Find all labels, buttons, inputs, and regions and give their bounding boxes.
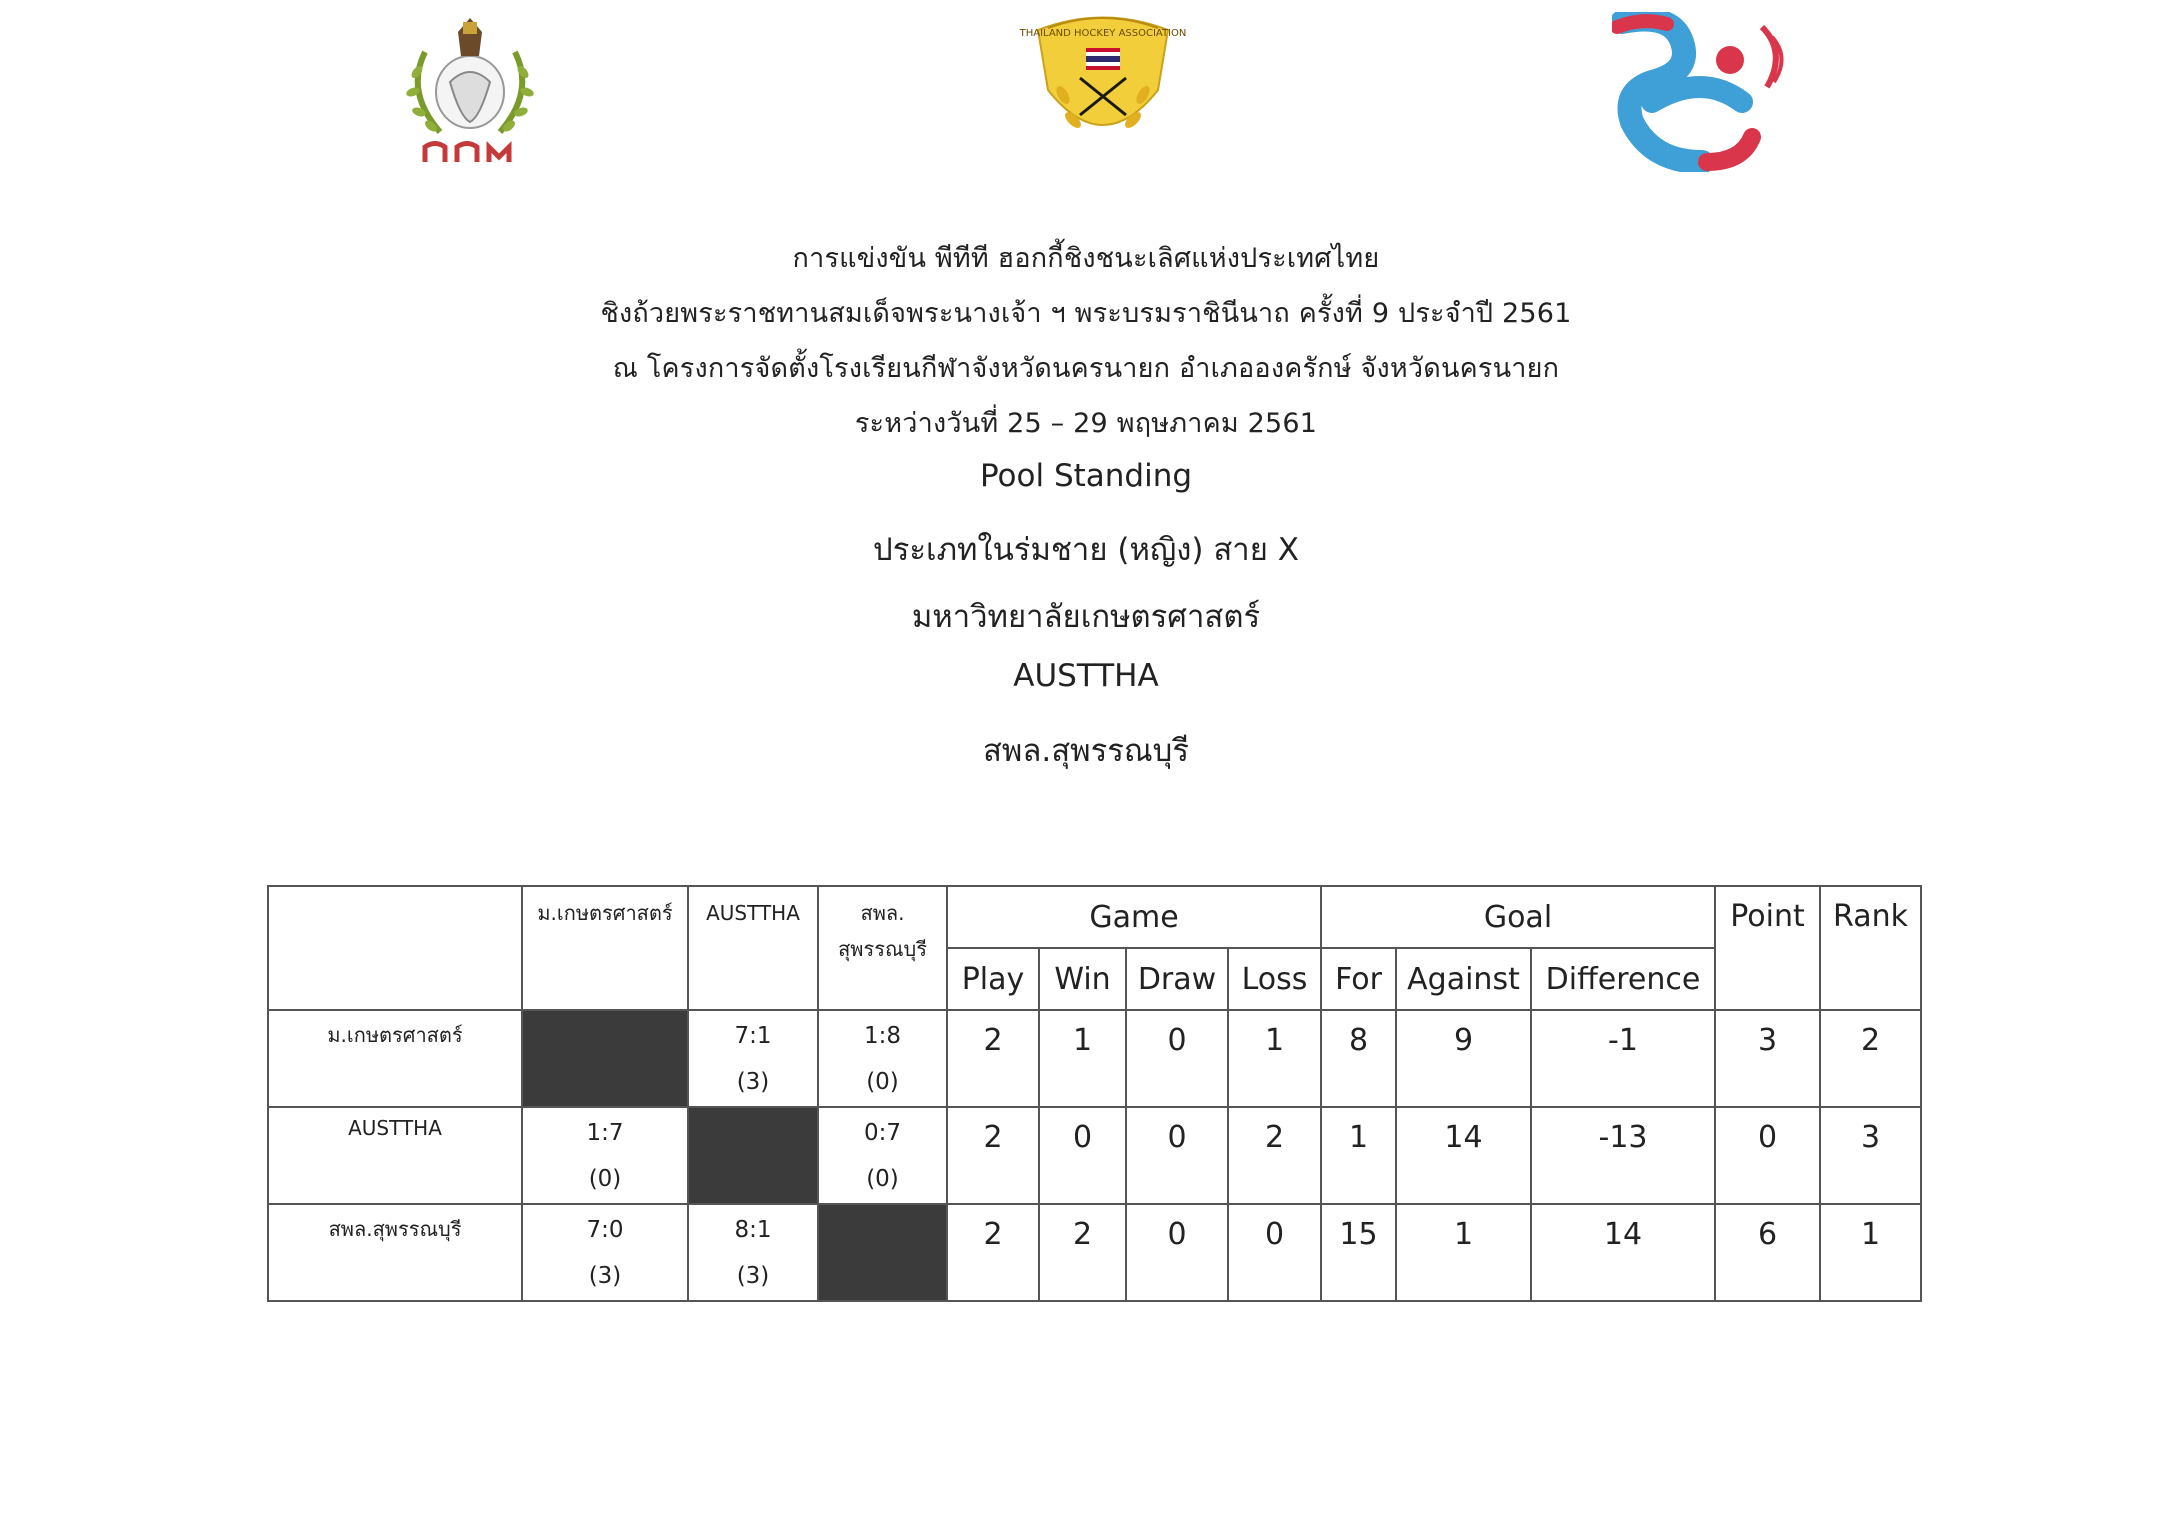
match-points: (3) — [736, 1069, 770, 1095]
loss-value: 1 — [1228, 1010, 1321, 1107]
loss-value: 2 — [1228, 1107, 1321, 1204]
goal-difference-value: -13 — [1531, 1107, 1715, 1204]
goal-group-header: Goal — [1321, 886, 1715, 948]
table-row — [268, 1010, 1921, 1107]
rank-value: 1 — [1820, 1204, 1921, 1301]
team-name-3: สพล.สุพรรณบุรี — [983, 733, 1189, 769]
association-emblem-logo — [395, 12, 545, 172]
page-title: Pool Standing — [979, 458, 1193, 494]
match-result-cell — [818, 1010, 947, 1107]
team-name-1: มหาวิทยาลัยเกษตรศาสตร์ — [911, 599, 1261, 635]
corner-cell — [268, 886, 522, 1010]
col-header-team-3-line1: สพล. — [860, 901, 905, 925]
thailand-hockey-association-logo — [1018, 10, 1188, 160]
game-group-header: Game — [947, 886, 1321, 948]
match-result-cell — [522, 1107, 688, 1204]
trophy-title: ชิงถ้วยพระราชทานสมเด็จพระนางเจ้า ฯ พระบรมราชินีนาถ ครั้งที่ 9 ประจำปี 2561 — [600, 298, 1572, 329]
play-header: Play — [947, 948, 1039, 1010]
date-line: ระหว่างวันที่ 25 – 29 พฤษภาคม 2561 — [854, 408, 1318, 439]
loss-header: Loss — [1228, 948, 1321, 1010]
sports-figure-logo — [1612, 12, 1792, 172]
match-result-cell — [688, 1010, 818, 1107]
team-name-2: AUSTTHA — [1013, 658, 1159, 694]
difference-header: Difference — [1531, 948, 1715, 1010]
goals-for-value: 8 — [1321, 1010, 1396, 1107]
play-value: 2 — [947, 1010, 1039, 1107]
play-value: 2 — [947, 1107, 1039, 1204]
win-value: 2 — [1039, 1204, 1126, 1301]
win-value: 0 — [1039, 1107, 1126, 1204]
match-score: 8:1 — [734, 1217, 772, 1243]
draw-header: Draw — [1126, 948, 1228, 1010]
pool-standing-table — [267, 885, 1922, 1302]
goal-difference-value: 14 — [1531, 1204, 1715, 1301]
match-score: 1:8 — [863, 1023, 901, 1049]
match-points: (0) — [588, 1166, 622, 1192]
rank-header: Rank — [1820, 886, 1921, 1010]
row-team-name: AUSTTHA — [268, 1107, 522, 1204]
win-header: Win — [1039, 948, 1126, 1010]
col-header-team-3 — [818, 886, 947, 1010]
match-result-cell — [818, 1107, 947, 1204]
match-score: 7:1 — [734, 1023, 772, 1049]
goals-against-value: 9 — [1396, 1010, 1531, 1107]
point-value: 3 — [1715, 1010, 1820, 1107]
svg-text:THAILAND HOCKEY ASSOCIATION: THAILAND HOCKEY ASSOCIATION — [1019, 28, 1187, 39]
row-team-name: ม.เกษตรศาสตร์ — [268, 1010, 522, 1107]
goals-against-value: 1 — [1396, 1204, 1531, 1301]
rank-value: 3 — [1820, 1107, 1921, 1204]
row-team-name: สพล.สุพรรณบุรี — [268, 1204, 522, 1301]
match-points: (3) — [736, 1263, 770, 1289]
blocked-cell — [688, 1107, 818, 1204]
venue-line: ณ โครงการจัดตั้งโรงเรียนกีฬาจังหวัดนครนายก อำเภอองครักษ์ จังหวัดนครนายก — [612, 353, 1560, 384]
goals-for-value: 1 — [1321, 1107, 1396, 1204]
goals-for-value: 15 — [1321, 1204, 1396, 1301]
match-result-cell — [688, 1204, 818, 1301]
match-score: 0:7 — [863, 1120, 901, 1146]
table-row — [268, 1107, 1921, 1204]
match-points: (0) — [866, 1069, 899, 1095]
col-header-team-3-line2: สุพรรณบุรี — [838, 937, 927, 961]
match-points: (0) — [866, 1166, 899, 1192]
draw-value: 0 — [1126, 1010, 1228, 1107]
point-header: Point — [1715, 886, 1820, 1010]
rank-value: 2 — [1820, 1010, 1921, 1107]
goal-difference-value: -1 — [1531, 1010, 1715, 1107]
match-score: 1:7 — [586, 1120, 624, 1146]
col-header-team-1: ม.เกษตรศาสตร์ — [522, 886, 688, 1010]
for-header: For — [1321, 948, 1396, 1010]
match-score: 7:0 — [586, 1217, 624, 1243]
point-value: 6 — [1715, 1204, 1820, 1301]
header-row-1 — [268, 886, 1921, 948]
point-value: 0 — [1715, 1107, 1820, 1204]
against-header: Against — [1396, 948, 1531, 1010]
win-value: 1 — [1039, 1010, 1126, 1107]
blocked-cell — [522, 1010, 688, 1107]
goals-against-value: 14 — [1396, 1107, 1531, 1204]
match-points: (3) — [588, 1263, 622, 1289]
draw-value: 0 — [1126, 1204, 1228, 1301]
match-result-cell — [522, 1204, 688, 1301]
loss-value: 0 — [1228, 1204, 1321, 1301]
category-line: ประเภทในร่มชาย (หญิง) สาย X — [873, 532, 1299, 568]
blocked-cell — [818, 1204, 947, 1301]
draw-value: 0 — [1126, 1107, 1228, 1204]
col-header-team-2: AUSTTHA — [688, 886, 818, 1010]
play-value: 2 — [947, 1204, 1039, 1301]
table-row — [268, 1204, 1921, 1301]
competition-title: การแข่งขัน พีทีที ฮอกกี้ชิงชนะเลิศแห่งประเทศไทย — [792, 243, 1380, 274]
